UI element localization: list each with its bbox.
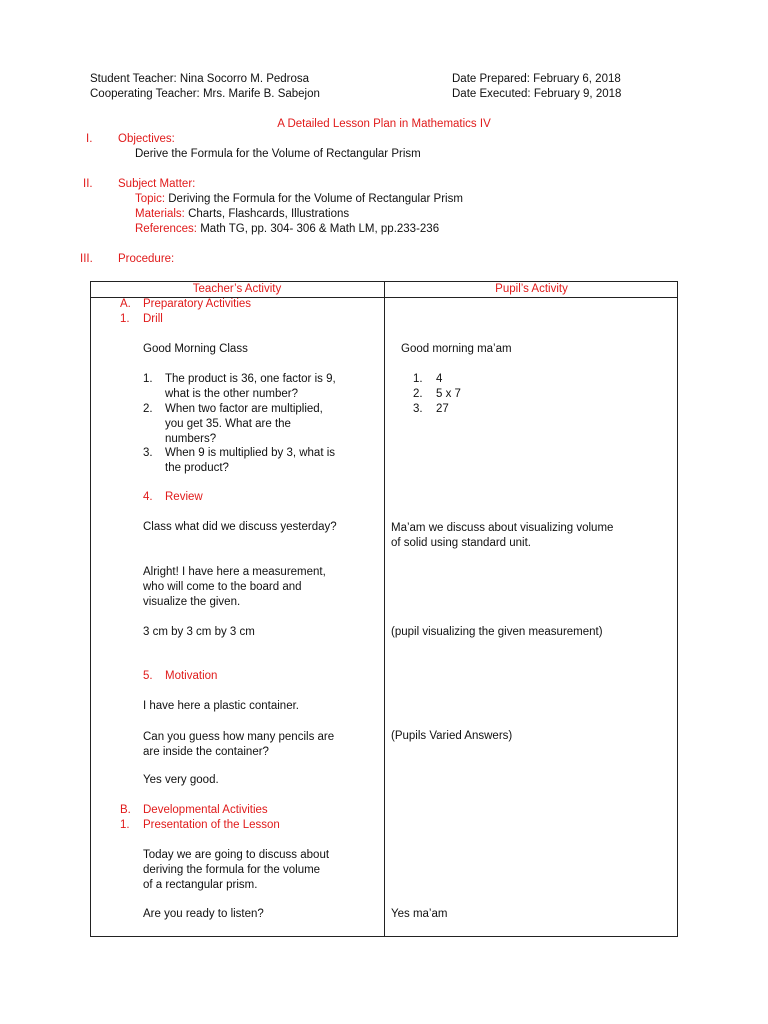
drill-q3-line1: When 9 is multiplied by 3, what is <box>165 447 336 459</box>
drill-a1: 4 <box>436 373 443 385</box>
measurement-pupil: (pupil visualizing the given measurement) <box>391 626 603 638</box>
review-label: Review <box>165 491 203 503</box>
guess-question <box>143 730 334 760</box>
alright-line3: visualize the given. <box>143 596 241 608</box>
alright-text <box>143 565 326 610</box>
cooperating-teacher: Cooperating Teacher: Mrs. Marife B. Sabejon <box>90 88 320 100</box>
drill-q2-line1: When two factor are multiplied, <box>165 403 323 415</box>
review-answer <box>391 521 613 551</box>
preparatory-activities-label: Preparatory Activities <box>143 298 252 310</box>
section-num-procedure: III. <box>80 253 93 265</box>
container-text: I have here a plastic container. <box>143 700 299 712</box>
col-header-pupil: Pupil’s Activity <box>495 283 568 295</box>
table-column-divider <box>384 281 385 937</box>
drill-q3-num: 3. <box>143 447 153 459</box>
drill-a3-num: 3. <box>413 403 423 415</box>
materials-line <box>135 208 349 220</box>
document-title: A Detailed Lesson Plan in Mathematics IV <box>277 118 491 130</box>
date-prepared: Date Prepared: February 6, 2018 <box>452 73 621 85</box>
objective-text: Derive the Formula for the Volume of Rectangular Prism <box>135 148 421 160</box>
guess-line2: are inside the container? <box>143 746 269 758</box>
references-value: Math TG, pp. 304- 306 & Math LM, pp.233-236 <box>200 223 440 235</box>
materials-label: Materials: <box>135 208 185 220</box>
drill-q2-line3: numbers? <box>165 433 217 445</box>
item-letter-a: A. <box>120 298 131 310</box>
section-num-objectives: I. <box>86 133 93 145</box>
alright-line1: Alright! I have here a measurement, <box>143 566 326 578</box>
drill-a3: 27 <box>436 403 449 415</box>
pupil-greeting: Good morning ma’am <box>401 343 512 355</box>
topic-line <box>135 193 463 205</box>
drill-a2-num: 2. <box>413 388 423 400</box>
drill-q3-line2: the product? <box>165 462 229 474</box>
col-header-teacher: Teacher’s Activity <box>192 283 282 295</box>
item-letter-b: B. <box>120 804 131 816</box>
motivation-label: Motivation <box>165 670 218 682</box>
ready-answer: Yes ma’am <box>391 908 448 920</box>
developmental-activities-label: Developmental Activities <box>143 804 268 816</box>
today-line3: of a rectangular prism. <box>143 879 258 891</box>
section-num-subject: II. <box>83 178 93 190</box>
materials-value: Charts, Flashcards, Illustrations <box>188 208 350 220</box>
references-line <box>135 223 439 235</box>
drill-q2-num: 2. <box>143 403 153 415</box>
topic-value: Deriving the Formula for the Volume of Rectangular Prism <box>168 193 463 205</box>
today-line2: deriving the formula for the volume <box>143 864 321 876</box>
drill-q1-line2: what is the other number? <box>165 388 298 400</box>
drill-q1-num: 1. <box>143 373 153 385</box>
drill-q2 <box>165 402 323 447</box>
ready-question: Are you ready to listen? <box>143 908 264 920</box>
drill-a2: 5 x 7 <box>436 388 461 400</box>
teacher-greeting: Good Morning Class <box>143 343 248 355</box>
review-num: 4. <box>143 491 153 503</box>
date-executed: Date Executed: February 9, 2018 <box>452 88 622 100</box>
alright-line2: who will come to the board and <box>143 581 302 593</box>
student-teacher: Student Teacher: Nina Socorro M. Pedrosa <box>90 73 310 85</box>
review-answer-line2: of solid using standard unit. <box>391 537 532 549</box>
guess-pupil-answer: (Pupils Varied Answers) <box>391 730 513 742</box>
presentation-label: Presentation of the Lesson <box>143 819 280 831</box>
guess-line1: Can you guess how many pencils are <box>143 731 335 743</box>
measurement-teacher: 3 cm by 3 cm by 3 cm <box>143 626 255 638</box>
drill-q1 <box>165 372 336 402</box>
today-line1: Today we are going to discuss about <box>143 849 330 861</box>
yes-very-good: Yes very good. <box>143 774 219 786</box>
review-question: Class what did we discuss yesterday? <box>143 521 337 533</box>
review-answer-line1: Ma’am we discuss about visualizing volume <box>391 522 614 534</box>
today-text <box>143 848 329 893</box>
section-label-procedure: Procedure: <box>118 253 175 265</box>
drill-a1-num: 1. <box>413 373 423 385</box>
section-label-objectives: Objectives: <box>118 133 175 145</box>
drill-num: 1. <box>120 313 130 325</box>
topic-label: Topic: <box>135 193 166 205</box>
drill-q3 <box>165 446 335 476</box>
drill-label: Drill <box>143 313 163 325</box>
section-label-subject: Subject Matter: <box>118 178 196 190</box>
motivation-num: 5. <box>143 670 153 682</box>
drill-q2-line2: you get 35. What are the <box>165 418 291 430</box>
drill-q1-line1: The product is 36, one factor is 9, <box>165 373 336 385</box>
references-label: References: <box>135 223 198 235</box>
presentation-num: 1. <box>120 819 130 831</box>
